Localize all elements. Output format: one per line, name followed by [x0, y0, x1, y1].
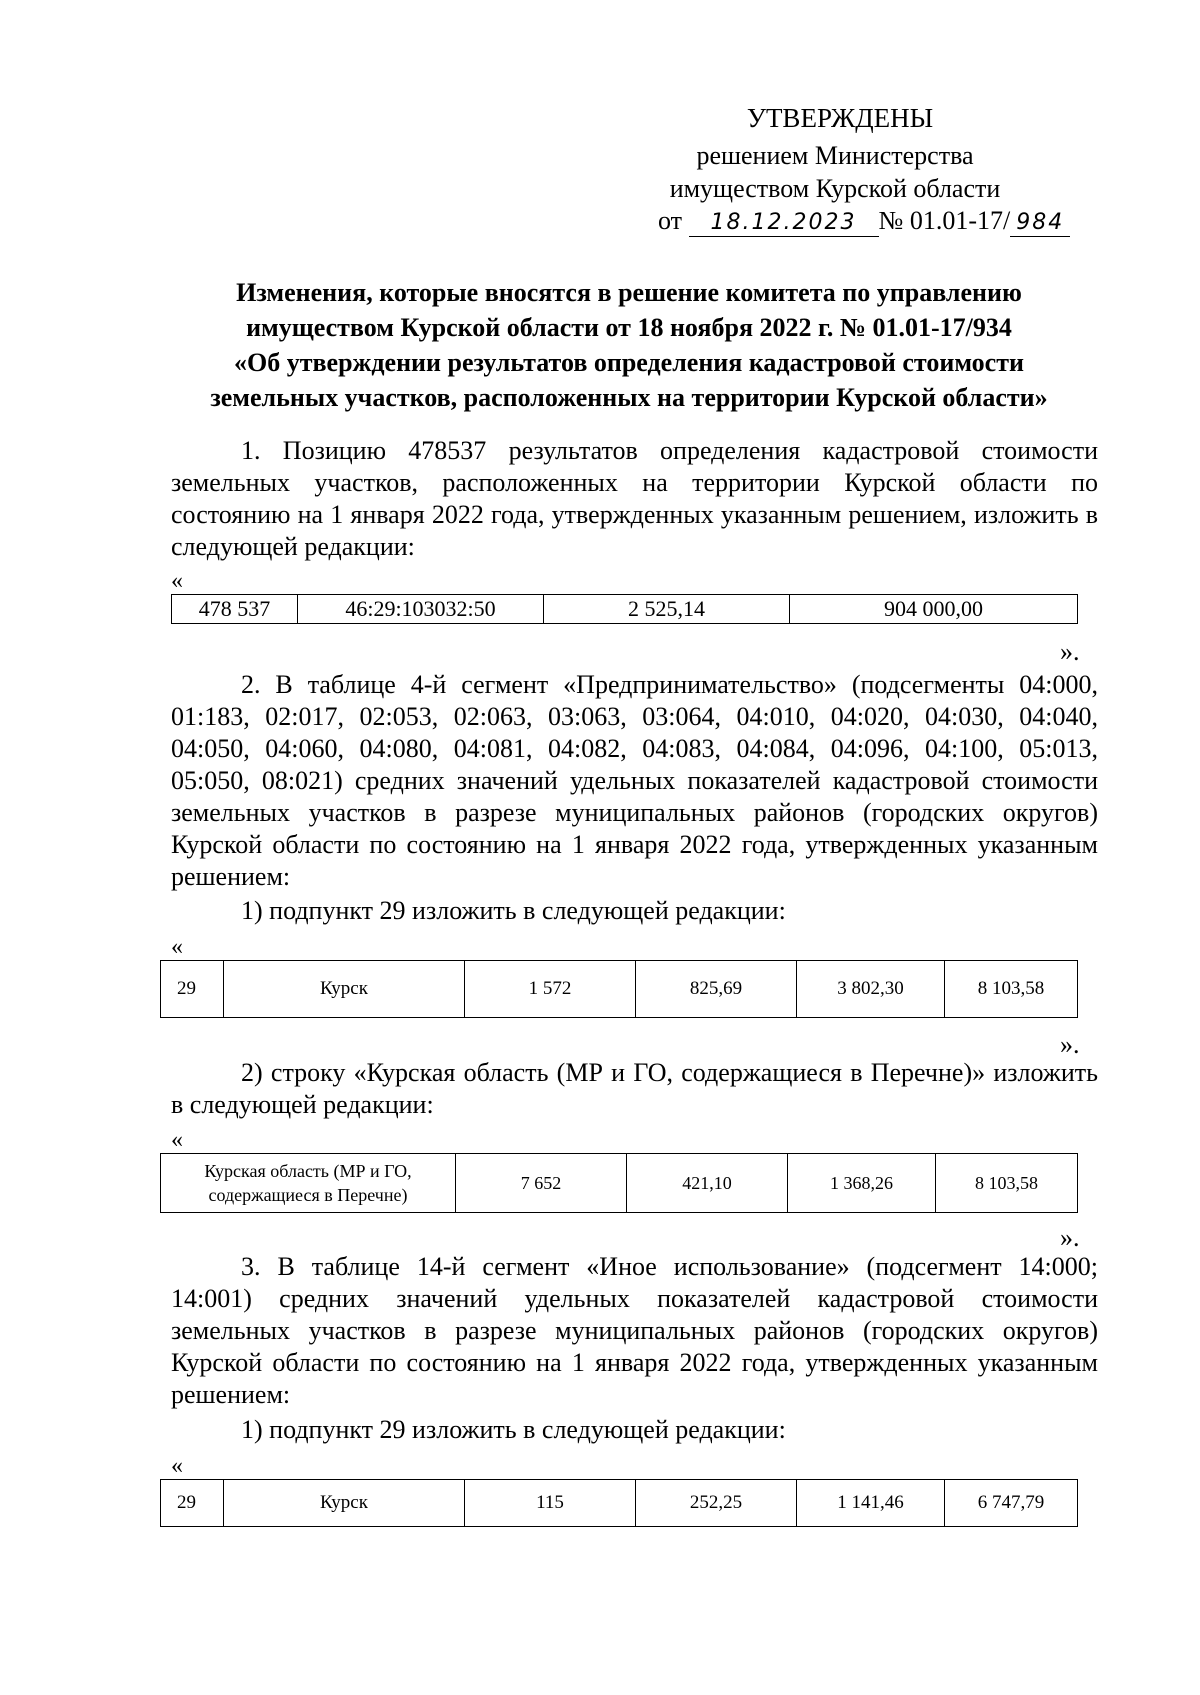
table-cell: 1 141,46	[797, 1480, 945, 1527]
section-2-sub-2	[171, 1057, 1098, 1121]
approval-title: УТВЕРЖДЕНЫ	[746, 103, 934, 133]
table-cell: 1 368,26	[788, 1154, 936, 1213]
table-cell: 8 103,58	[936, 1154, 1078, 1213]
table-cell: 825,69	[636, 961, 797, 1018]
section-2-table-2	[160, 1153, 1078, 1213]
approval-line-1: решением Министерства	[696, 141, 974, 170]
section-3-open-quote: «	[171, 1453, 183, 1479]
table-cell: Курск	[224, 1480, 465, 1527]
table-cell: 115	[465, 1480, 636, 1527]
table-cell: 6 747,79	[945, 1480, 1078, 1527]
section-2-sub-1-text: 1) подпункт 29 изложить в следующей редакции:	[241, 896, 786, 925]
table-cell: 7 652	[456, 1154, 627, 1213]
section-1-body: 1. Позицию 478537 результатов определения кадастровой стоимости земельных участков, расположенных на территории Курской области по состоянию на 1 января 2022 года, утвержденных указанным решением, изложить в следующей редакции:	[171, 436, 1098, 561]
table-cell: 46:29:103032:50	[298, 595, 544, 624]
section-1-open-quote: «	[171, 568, 183, 594]
section-2-close-quote-2: ».	[1060, 1223, 1080, 1252]
approval-date-line	[658, 206, 1070, 237]
table-cell: Курская область (МР и ГО, содержащиеся в Перечне)	[161, 1154, 456, 1213]
section-2-sub-2-text: 2) строку «Курская область (МР и ГО, содержащиеся в Перечне)» изложить в следующей редакции:	[171, 1058, 1098, 1119]
table-cell: Курск	[224, 961, 465, 1018]
table-cell: 29	[161, 1480, 224, 1527]
section-2-sub-1	[171, 895, 1098, 927]
section-2-close-quote-1: ».	[1060, 1030, 1080, 1059]
document-heading	[160, 275, 1098, 415]
section-3-sub-1	[171, 1414, 1098, 1446]
section-1-table	[171, 594, 1078, 624]
table-cell: 421,10	[627, 1154, 788, 1213]
table-cell: 252,25	[636, 1480, 797, 1527]
section-2-text	[171, 669, 1098, 893]
date-prefix: от	[658, 206, 683, 235]
approval-line-2: имуществом Курской области	[669, 174, 1001, 203]
heading-line-1: Изменения, которые вносятся в решение комитета по управлению	[236, 278, 1022, 307]
heading-line-3: «Об утверждении результатов определения кадастровой стоимости	[234, 348, 1024, 377]
heading-line-2: имуществом Курской области от 18 ноября 2022 г. № 01.01-17/934	[246, 313, 1012, 342]
section-2-body: 2. В таблице 4-й сегмент «Предпринимательство» (подсегменты 04:000, 01:183, 02:017, 02:053, 02:063, 03:063, 03:064, 04:010, 04:020, 04:030, 04:040, 04:050, 04:060, 04:080, 04:081, 04:082, 04:083, 04:084, 04:096, 04:100, 05:013, 05:050, 08:021) средних значений удельных показателей кадастровой стоимости земельных участков в разрезе муниципальных районов (городских округов) Курской области по состоянию на 1 января 2022 года, утвержденных указанным решением:	[171, 670, 1098, 891]
table-cell: 8 103,58	[945, 961, 1078, 1018]
section-2-table-1	[160, 960, 1078, 1018]
section-2-open-quote-2: «	[171, 1127, 183, 1153]
table-cell: 1 572	[465, 961, 636, 1018]
table-row	[161, 1154, 1078, 1213]
table-cell: 904 000,00	[790, 595, 1078, 624]
table-cell: 29	[161, 961, 224, 1018]
number-prefix: № 01.01-17/	[878, 206, 1011, 235]
table-cell: 3 802,30	[797, 961, 945, 1018]
section-1-text	[171, 435, 1098, 563]
table-row	[172, 595, 1078, 624]
table-row	[161, 961, 1078, 1018]
section-1-close-quote: ».	[1060, 637, 1080, 666]
handwritten-number: 984	[1010, 210, 1070, 237]
handwritten-date: 18.12.2023	[689, 210, 879, 237]
heading-line-4: земельных участков, расположенных на территории Курской области»	[210, 383, 1048, 412]
section-3-body: 3. В таблице 14-й сегмент «Иное использование» (подсегмент 14:000; 14:001) средних значений удельных показателей кадастровой стоимости земельных участков в разрезе муниципальных районов (городских округов) Курской области по состоянию на 1 января 2022 года, утвержденных указанным решением:	[171, 1252, 1098, 1409]
section-3-sub-1-text: 1) подпункт 29 изложить в следующей редакции:	[241, 1415, 786, 1444]
table-cell: 2 525,14	[544, 595, 790, 624]
section-3-table-1	[160, 1479, 1078, 1527]
section-3-text	[171, 1251, 1098, 1411]
table-cell: 478 537	[172, 595, 298, 624]
section-2-open-quote-1: «	[171, 934, 183, 960]
table-row	[161, 1480, 1078, 1527]
